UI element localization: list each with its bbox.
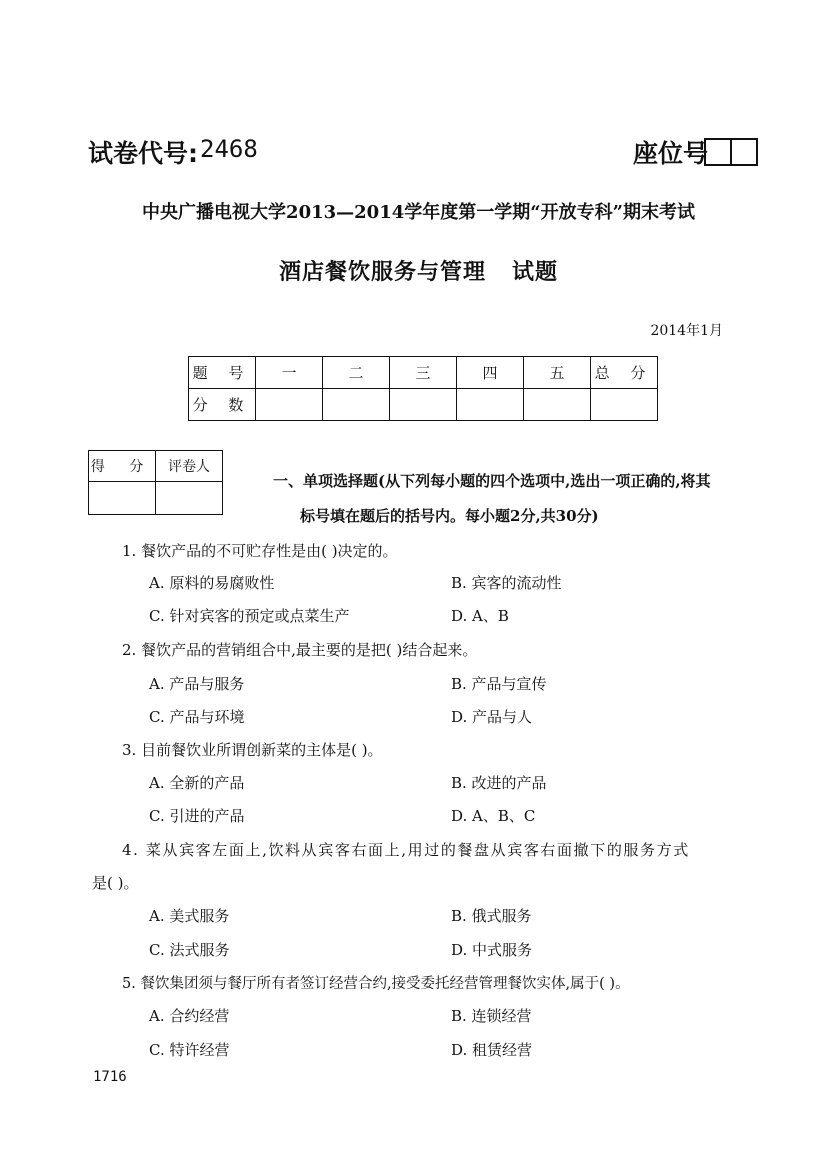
q2-option-a: A. 产品与服务 bbox=[149, 675, 245, 693]
q3-option-b: B. 改进的产品 bbox=[451, 774, 547, 792]
score-col-4: 四 bbox=[457, 357, 524, 389]
score-cell bbox=[524, 389, 591, 421]
exam-date: 2014年1月 bbox=[650, 323, 723, 339]
paper-code-label: 试卷代号: bbox=[88, 139, 198, 168]
score-col-5: 五 bbox=[524, 357, 591, 389]
section-heading-line2: 标号填在题后的括号内。每小题2分,共30分) bbox=[300, 507, 599, 525]
question-2: 2. 餐饮产品的营销组合中,最主要的是把( )结合起来。 bbox=[122, 641, 478, 659]
grader-table bbox=[88, 450, 223, 515]
score-cell bbox=[457, 389, 524, 421]
q2-option-c: C. 产品与环境 bbox=[149, 708, 245, 726]
q1-option-b: B. 宾客的流动性 bbox=[451, 574, 562, 592]
score-cell bbox=[591, 389, 658, 421]
q1-option-a: A. 原料的易腐败性 bbox=[149, 574, 275, 592]
q2-option-d: D. 产品与人 bbox=[451, 708, 533, 726]
q5-option-a: A. 合约经营 bbox=[149, 1007, 230, 1025]
question-4: 4. 菜从宾客左面上,饮料从宾客右面上,用过的餐盘从宾客右面撤下的服务方式 bbox=[122, 841, 690, 859]
seat-box bbox=[730, 138, 758, 166]
q4-option-d: D. 中式服务 bbox=[451, 941, 533, 959]
grader-score-cell bbox=[89, 482, 156, 515]
seat-box bbox=[704, 138, 732, 166]
score-header-label: 题 号 bbox=[189, 357, 256, 389]
q5-option-d: D. 租赁经营 bbox=[451, 1041, 533, 1059]
q1-option-c: C. 针对宾客的预定或点菜生产 bbox=[149, 607, 350, 625]
q5-option-c: C. 特许经营 bbox=[149, 1041, 230, 1059]
page-number: 1716 bbox=[93, 1069, 127, 1085]
score-cell bbox=[256, 389, 323, 421]
score-col-3: 三 bbox=[390, 357, 457, 389]
score-cell bbox=[390, 389, 457, 421]
score-table-value-row bbox=[189, 389, 658, 421]
q2-option-b: B. 产品与宣传 bbox=[451, 675, 547, 693]
q3-option-a: A. 全新的产品 bbox=[149, 774, 245, 792]
question-5: 5. 餐饮集团须与餐厅所有者签订经营合约,接受委托经营管理餐饮实体,属于( )。 bbox=[122, 976, 630, 992]
question-3: 3. 目前餐饮业所谓创新菜的主体是( )。 bbox=[122, 741, 383, 759]
q3-option-d: D. A、B、C bbox=[451, 807, 536, 825]
q1-option-d: D. A、B bbox=[451, 607, 509, 625]
score-col-2: 二 bbox=[323, 357, 390, 389]
q3-option-c: C. 引进的产品 bbox=[149, 807, 245, 825]
score-col-1: 一 bbox=[256, 357, 323, 389]
grader-name-label: 评卷人 bbox=[156, 451, 223, 482]
score-row-label: 分 数 bbox=[189, 389, 256, 421]
section-heading-line1: 一、单项选择题(从下列每小题的四个选项中,选出一项正确的,将其 bbox=[273, 472, 711, 490]
q4-option-c: C. 法式服务 bbox=[149, 941, 230, 959]
grader-score-label: 得 分 bbox=[89, 451, 156, 482]
paper-title: 酒店餐饮服务与管理 试题 bbox=[279, 259, 558, 285]
q4-option-b: B. 俄式服务 bbox=[451, 907, 532, 925]
paper-code-value: 2468 bbox=[200, 135, 258, 163]
q5-option-b: B. 连锁经营 bbox=[451, 1007, 532, 1025]
exam-name: 中央广播电视大学2013—2014学年度第一学期“开放专科”期末考试 bbox=[142, 202, 695, 223]
score-table bbox=[188, 356, 658, 421]
score-col-total: 总 分 bbox=[591, 357, 658, 389]
question-1: 1. 餐饮产品的不可贮存性是由( )决定的。 bbox=[122, 542, 398, 560]
seat-number-label: 座位号 bbox=[633, 139, 709, 168]
q4-option-a: A. 美式服务 bbox=[149, 907, 230, 925]
score-table-header-row bbox=[189, 357, 658, 389]
question-4-continued: 是( )。 bbox=[92, 874, 139, 892]
seat-number-boxes bbox=[706, 138, 758, 166]
grader-name-cell bbox=[156, 482, 223, 515]
score-cell bbox=[323, 389, 390, 421]
